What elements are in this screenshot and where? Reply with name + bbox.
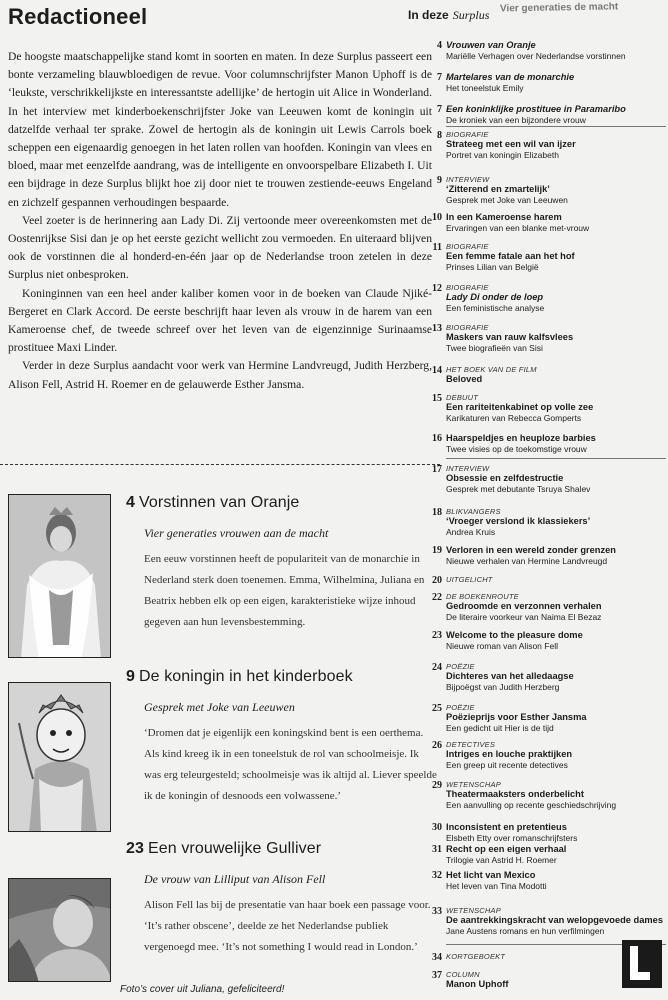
toc-description: Gesprek met debutante Tsruya Shalev — [446, 484, 591, 494]
toc-title: Verloren in een wereld zonder grenzen — [446, 545, 616, 555]
toc-page-number: 9 — [437, 175, 442, 186]
feature-body: Alison Fell las bij de presentatie van haar boek een passage voor. ‘It’s rather obscene’, deelde ze het Nederlandse publiek vergenoegd mee. ‘It’s not something I would read in London.’ — [144, 899, 431, 953]
toc-page-number: 22 — [432, 592, 442, 603]
toc-entry[interactable] — [432, 780, 666, 811]
toc-title: Strateeg met een wil van ijzer — [446, 139, 576, 149]
toc-page-number: 25 — [432, 703, 442, 714]
toc-page-number: 14 — [432, 365, 442, 376]
toc-category: DEBUUT — [446, 393, 479, 402]
toc-title: Beloved — [446, 374, 483, 384]
toc-page-number: 12 — [432, 283, 442, 294]
toc-entry[interactable] — [432, 283, 666, 314]
feature-title: Vorstinnen van Oranje — [139, 494, 300, 511]
toc-category: POËZIE — [446, 662, 475, 671]
toc-page-number: 10 — [432, 212, 442, 223]
feature-title: Een vrouwelijke Gulliver — [148, 840, 322, 857]
toc-entry[interactable] — [432, 464, 666, 495]
toc-entry[interactable] — [432, 433, 666, 455]
toc-description: Een feministische analyse — [446, 303, 545, 313]
toc-entry[interactable] — [432, 662, 666, 693]
toc-title: De aantrekkingskracht van welopgevoede dames — [446, 915, 664, 925]
toc-title: Manon Uphoff — [446, 979, 509, 989]
toc-page-number: 16 — [432, 433, 442, 444]
toc-page-number: 4 — [437, 40, 442, 51]
photo-caption: Foto’s cover uit Juliana, gefeliciteerd! — [120, 984, 285, 995]
toc-entry[interactable] — [432, 242, 666, 273]
feature-text — [126, 668, 438, 807]
toc-title: Martelares van de monarchie — [446, 72, 575, 82]
feature-subtitle: De vrouw van Lilliput van Alison Fell — [144, 872, 326, 886]
toc-title: ‘Vroeger verslond ik klassiekers’ — [446, 516, 591, 526]
toc-divider — [446, 458, 666, 459]
toc-description: Portret van koningin Elizabeth — [446, 150, 559, 160]
toc-title: In een Kameroense harem — [446, 212, 562, 222]
toc-title: Recht op een eigen verhaal — [446, 844, 567, 854]
feature-text — [126, 840, 438, 958]
page-title: Redactioneel — [8, 4, 148, 29]
toc-page-number: 30 — [432, 822, 442, 833]
feature-page-number: 4 — [126, 494, 135, 511]
toc-page-number: 13 — [432, 323, 442, 334]
toc-entry[interactable] — [432, 822, 666, 844]
feature-title: De koningin in het kinderboek — [139, 668, 353, 685]
editorial-text — [8, 48, 432, 394]
toc-description: Bijpoëgst van Judith Herzberg — [446, 682, 560, 692]
feature-page-number: 23 — [126, 840, 144, 857]
photo-queen-illustration — [8, 682, 111, 832]
toc-category: INTERVIEW — [446, 464, 490, 473]
toc-description: Het toneelstuk Emily — [446, 83, 524, 93]
toc-entry[interactable] — [432, 575, 666, 586]
toc-entry[interactable] — [437, 104, 666, 126]
toc-entry[interactable] — [432, 906, 666, 937]
toc-description: Een gedicht uit Hier is de tijd — [446, 723, 554, 733]
toc-description: Mariëlle Verhagen over Nederlandse vorstinnen — [446, 51, 626, 61]
toc-category: WETENSCHAP — [446, 780, 501, 789]
feature-body: Een eeuw vorstinnen heeft de populariteit van de monarchie in Nederland sterk doen toenemen. Emma, Wilhelmina, Juliana en Beatrix hebben elk op een eigen, karakteristieke wijze inhoud gegeven aan hun levensbestemming. — [144, 553, 425, 628]
toc-title: Een koninklijke prostituee in Paramaribo — [446, 104, 626, 114]
toc-description: De kroniek van een bijzondere vrouw — [446, 115, 586, 125]
feature-page-number: 9 — [126, 668, 135, 685]
toc-category: BIOGRAFIE — [446, 323, 489, 332]
toc-title: Vrouwen van Oranje — [446, 40, 536, 50]
feature-subtitle: Vier generaties vrouwen aan de macht — [144, 526, 329, 540]
photo-queen-portrait — [8, 494, 111, 658]
editorial-paragraph: De hoogste maatschappelijke stand komt in soorten en maten. In deze Surplus passeert een bonte verzameling blauwbloedigen de revue. Voor columnschrijfster Manon Uphoff is de ‘leukste, verschrikkelijkste en interessantste adellijke’ de hertogin uit Alice in Wonderland. In het interview met kinderboekenschrijfster Joke van Leeuwen komt de koningin uit datzelfde verhaal ter sprake. Zowel de hertogin als de koningin uit Lewis Carrols boek scheppen een eigenaardig genoegen in het laten rollen van hoofden. Koningin van vlees en bloed, maar met eenzelfde aandrang, was de intelligente en onvoorspelbare Elizabeth I. Uit een bijdrage in deze Surplus blijkt hoe zij door niet te trouwen zestiende-eeuws Engeland en zichzelf gespannen verhoudingen bespaarde. — [8, 50, 432, 209]
toc-page-number: 34 — [432, 952, 442, 963]
toc-title: Het licht van Mexico — [446, 870, 536, 880]
toc-description: Nieuwe verhalen van Hermine Landvreugd — [446, 556, 608, 566]
toc-category: COLUMN — [446, 970, 480, 979]
toc-category: HET BOEK VAN DE FILM — [446, 365, 537, 374]
toc-page-number: 32 — [432, 870, 442, 881]
toc-description: Twee biografieën van Sisi — [446, 343, 543, 353]
toc-description: Een greep uit recente detectives — [446, 760, 568, 770]
toc-title: Obsessie en zelfdestructie — [446, 473, 564, 483]
toc-description: Het leven van Tina Modotti — [446, 881, 547, 891]
toc-entry[interactable] — [432, 703, 666, 734]
feature-heading[interactable] — [126, 494, 438, 512]
toc-entry[interactable] — [432, 393, 666, 424]
toc-entry[interactable] — [437, 130, 666, 161]
toc-title: Welcome to the pleasure dome — [446, 630, 583, 640]
l-logo-icon — [622, 940, 662, 988]
toc-title: Theatermaaksters onderbelicht — [446, 789, 584, 799]
toc-entry[interactable] — [432, 740, 666, 771]
toc-page-number: 11 — [432, 242, 442, 253]
toc-heading-magazine: Surplus — [452, 8, 490, 22]
feature-heading[interactable] — [126, 840, 438, 858]
toc-description: Prinses Lilian van België — [446, 262, 539, 272]
toc-entry[interactable] — [432, 323, 666, 354]
toc-entry[interactable] — [432, 365, 666, 385]
toc-description: Trilogie van Astrid H. Roemer — [446, 855, 557, 865]
toc-description: De literaire voorkeur van Naima El Bezaz — [446, 612, 602, 622]
editorial-paragraph: Veel zoeter is de herinnering aan Lady Di. Zij vertoonde meer overeenkomsten met de Oostenrijkse Sisi dan je op het eerste gezicht wellicht zou vermoeden. En uiteraard blijven ook de vorstinnen die al honderd-en-één jaar op de Nederlandse troon zetelen in deze Surplus niet onbesproken. — [8, 213, 432, 282]
photo-painting — [8, 878, 111, 982]
show-through-text: Vier generaties de macht — [499, 1, 619, 15]
toc-page-number: 31 — [432, 844, 442, 855]
toc-heading — [408, 8, 489, 23]
toc-category: DE BOEKENROUTE — [446, 592, 519, 601]
toc-category: INTERVIEW — [446, 175, 490, 184]
toc-category: DETECTIVES — [446, 740, 496, 749]
toc-page-number: 8 — [437, 130, 442, 141]
toc-divider — [446, 126, 666, 127]
toc-page-number: 37 — [432, 970, 442, 981]
toc-entry[interactable] — [432, 545, 666, 567]
toc-title: Gedroomde en verzonnen verhalen — [446, 601, 602, 611]
toc-category: BIOGRAFIE — [446, 283, 489, 292]
toc-category: BIOGRAFIE — [446, 130, 489, 139]
feature-heading[interactable] — [126, 668, 438, 686]
toc-category: UITGELICHT — [446, 575, 493, 584]
toc-category: WETENSCHAP — [446, 906, 501, 915]
toc-description: Elsbeth Etty over romanschrijfsters — [446, 833, 578, 843]
toc-description: Twee visies op de toekomstige vrouw — [446, 444, 587, 454]
feature-subtitle: Gesprek met Joke van Leeuwen — [144, 700, 295, 714]
toc-entry[interactable] — [432, 592, 666, 623]
toc-title: Een femme fatale aan het hof — [446, 251, 575, 261]
toc-category: POËZIE — [446, 703, 475, 712]
toc-description: Een aanvulling op recente geschiedschrijving — [446, 800, 617, 810]
toc-category: BLIKVANGERS — [446, 507, 501, 516]
toc-page-number: 7 — [437, 72, 442, 83]
toc-page-number: 33 — [432, 906, 442, 917]
toc-entry[interactable] — [432, 630, 666, 652]
toc-entry[interactable] — [437, 175, 666, 206]
section-divider — [0, 464, 440, 465]
feature-text — [126, 494, 438, 633]
toc-entry[interactable] — [432, 507, 666, 538]
toc-title: Poëzieprijs voor Esther Jansma — [446, 712, 587, 722]
toc-entry[interactable] — [432, 870, 666, 892]
toc-page-number: 7 — [437, 104, 442, 115]
toc-description: Ervaringen van een blanke met-vrouw — [446, 223, 590, 233]
toc-category: KORTGEBOEKT — [446, 952, 506, 961]
toc-page-number: 26 — [432, 740, 442, 751]
toc-title: Maskers van rauw kalfsvlees — [446, 332, 574, 342]
toc-description: Andrea Kruis — [446, 527, 496, 537]
toc-title: Lady Di onder de loep — [446, 292, 544, 302]
toc-description: Karikaturen van Rebecca Gomperts — [446, 413, 582, 423]
toc-category: BIOGRAFIE — [446, 242, 489, 251]
toc-entry[interactable] — [432, 844, 666, 866]
toc-entry[interactable] — [437, 40, 666, 62]
toc-title: ‘Zitterend en zmartelijk’ — [446, 184, 550, 194]
toc-heading-label: In deze — [408, 8, 449, 22]
toc-title: Intriges en louche praktijken — [446, 749, 573, 759]
toc-entry[interactable] — [437, 72, 666, 94]
toc-entry[interactable] — [432, 212, 666, 234]
toc-page-number: 23 — [432, 630, 442, 641]
toc-description: Jane Austens romans en hun verfilmingen — [446, 926, 605, 936]
toc-page-number: 17 — [432, 464, 442, 475]
toc-title: Een rariteitenkabinet op volle zee — [446, 402, 594, 412]
toc-page-number: 15 — [432, 393, 442, 404]
toc-page-number: 18 — [432, 507, 442, 518]
toc-page-number: 29 — [432, 780, 442, 791]
toc-page-number: 20 — [432, 575, 442, 586]
toc-description: Nieuwe roman van Alison Fell — [446, 641, 558, 651]
toc-page-number: 24 — [432, 662, 442, 673]
toc-title: Dichteres van het alledaagse — [446, 671, 574, 681]
toc-title: Haarspeldjes en heuploze barbies — [446, 433, 596, 443]
toc-description: Gesprek met Joke van Leeuwen — [446, 195, 568, 205]
editorial-paragraph: Verder in deze Surplus aandacht voor werk van Hermine Landvreugd, Judith Herzberg, Alison Fell, Astrid H. Roemer en de gelauwerde Esther Jansma. — [8, 359, 432, 391]
toc-page-number: 19 — [432, 545, 442, 556]
toc-title: Inconsistent en pretentieus — [446, 822, 567, 832]
feature-body: ‘Dromen dat je eigenlijk een koningskind bent is een oerthema. Als kind kreeg ik in een toneelstuk de rol van schoolmeisje. Ik was erg teleurgesteld; schoolmeisje was ik altijd al. Liever speelde ik de koningin of desnoods een volwassene.’ — [144, 727, 437, 802]
editorial-paragraph: Koninginnen van een heel ander kaliber komen voor in de boeken van Claude Njiké-Bergeret en Clark Accord. De eerste beschrijft haar leven als vrouw in de harem van een Kameroense chef, de tweede schreef over het leven van de eigenzinnige Surinaamse prostituee Maxi Linder. — [8, 286, 432, 355]
